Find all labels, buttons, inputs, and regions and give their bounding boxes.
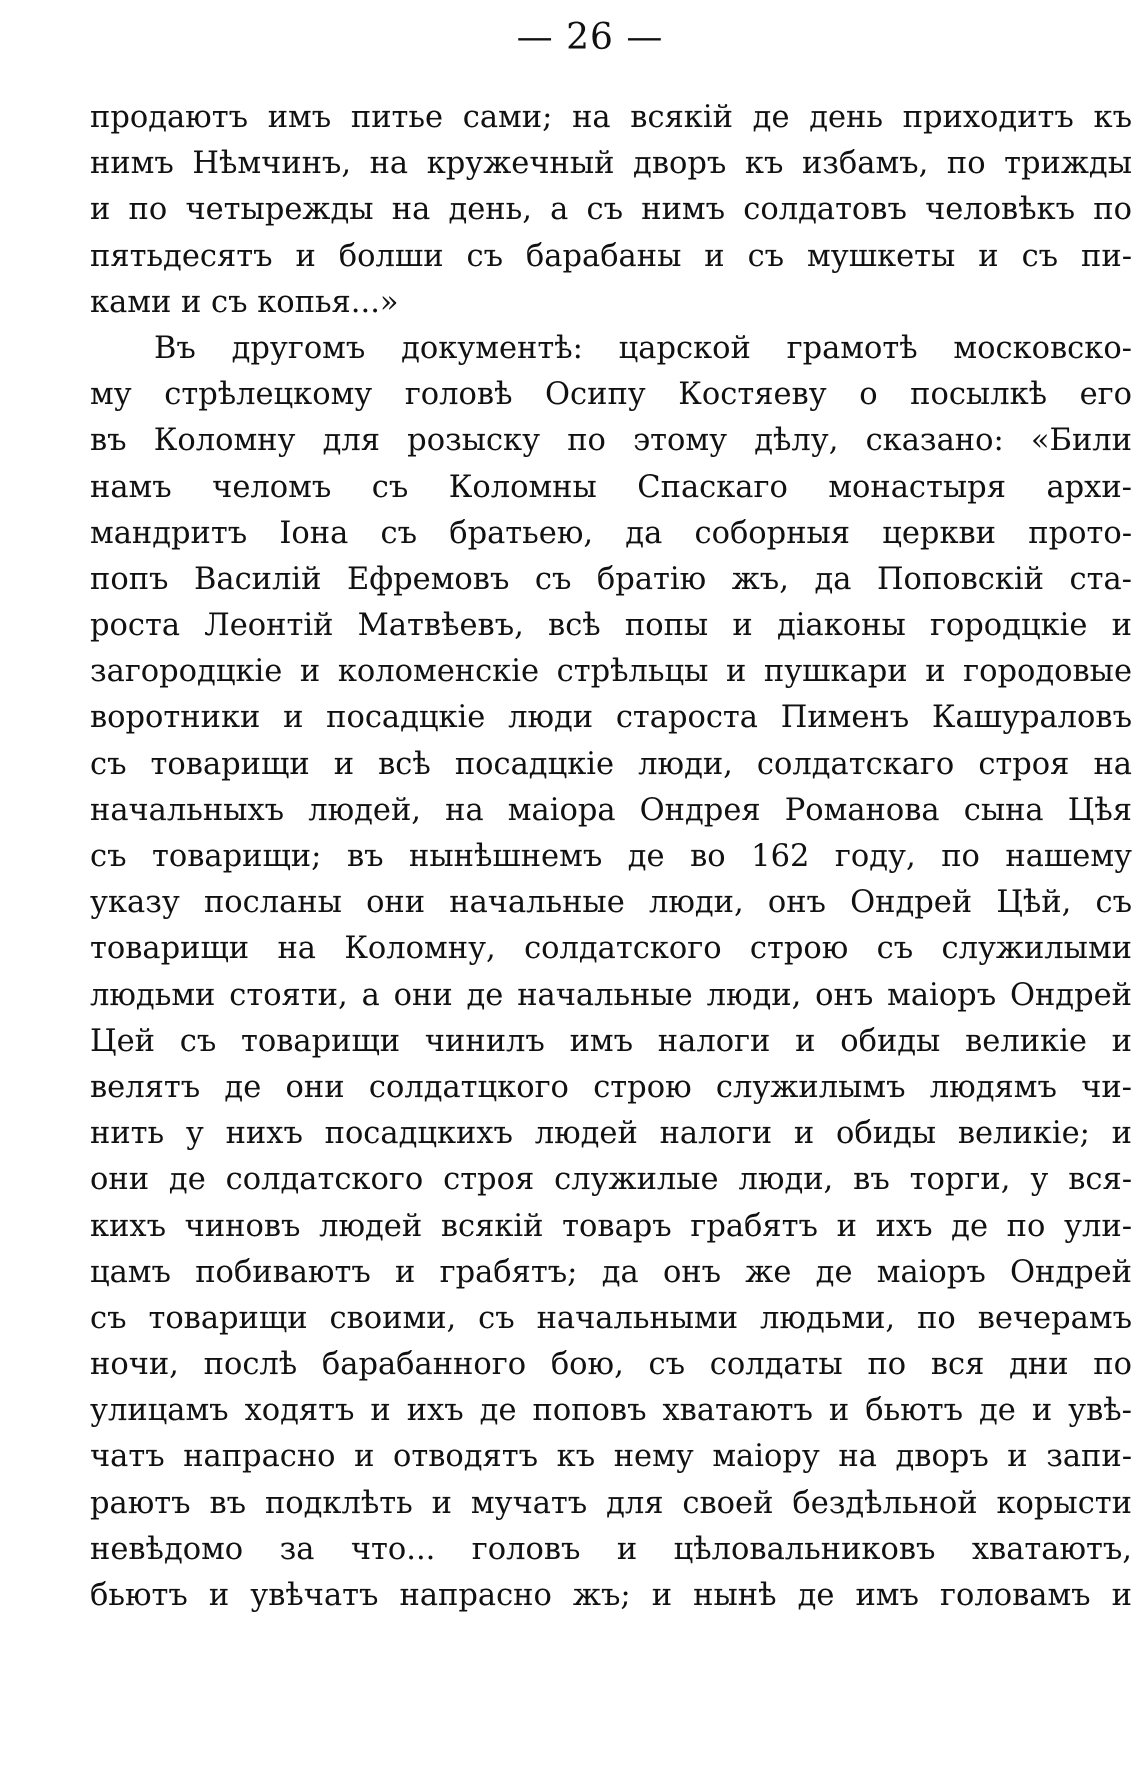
text-line: пятьдесятъ и болши съ барабаны и съ мушкеты и съ пи- xyxy=(90,238,1132,274)
text-line: улицамъ ходятъ и ихъ де поповъ хватаютъ и бьютъ де и увѣ- xyxy=(90,1393,1132,1429)
text-line: бьютъ и увѣчатъ напрасно жъ; и нынѣ де имъ головамъ и xyxy=(90,1578,1132,1613)
text-line: нимъ Нѣмчинъ, на кружечный дворъ къ избамъ, по трижды xyxy=(90,146,1132,182)
text-line: невѣдомо за что... головъ и цѣловальниковъ хватаютъ, xyxy=(90,1531,1132,1567)
text-line: въ Коломну для розыску по этому дѣлу, сказано: «Били xyxy=(90,423,1132,459)
text-line: му стрѣлецкому головѣ Осипу Костяеву о посылкѣ его xyxy=(90,377,1132,413)
text-line: кихъ чиновъ людей всякій товаръ грабятъ и ихъ де по ули- xyxy=(90,1208,1132,1244)
text-line: Въ другомъ документѣ: царской грамотѣ московско- xyxy=(154,330,1132,366)
text-line: людьми стояти, а они де начальные люди, онъ маіоръ Ондрей xyxy=(90,977,1132,1013)
text-line: съ товарищи своими, съ начальными людьми, по вечерамъ xyxy=(90,1300,1132,1336)
text-line: и по четырежды на день, а съ нимъ солдатовъ человѣкъ по xyxy=(90,192,1132,228)
page-number: — 26 — xyxy=(516,17,664,58)
text-line: цамъ побиваютъ и грабятъ; да онъ же де маіоръ Ондрей xyxy=(90,1254,1132,1290)
text-line: воротники и посадцкіе люди староста Пименъ Кашураловъ xyxy=(90,700,1132,736)
text-line: продаютъ имъ питье сами; на всякій де день приходитъ къ xyxy=(90,100,1132,135)
text-line: ночи, послѣ барабанного бою, съ солдаты по вся дни по xyxy=(90,1347,1132,1383)
text-line: чатъ напрасно и отводятъ къ нему маіору на дворъ и запи- xyxy=(90,1439,1132,1475)
text-line: загородцкіе и коломенскіе стрѣльцы и пушкари и городовые xyxy=(90,654,1132,690)
text-line: роста Леонтій Матвѣевъ, всѣ попы и діаконы городцкіе и xyxy=(90,608,1132,644)
text-line: намъ челомъ съ Коломны Спаскаго монастыря архи- xyxy=(90,469,1132,505)
text-line: велятъ де они солдатцкого строю служилымъ людямъ чи- xyxy=(90,1069,1132,1105)
text-line: ками и съ копья...» xyxy=(90,284,399,320)
body-text xyxy=(90,95,1132,1619)
text-line: раютъ въ подклѣть и мучатъ для своей бездѣльной корысти xyxy=(90,1485,1132,1521)
paragraph-1 xyxy=(90,95,1132,326)
text-line: съ товарищи и всѣ посадцкіе люди, солдатскаго строя на xyxy=(90,746,1132,782)
text-line: указу посланы они начальные люди, онъ Ондрей Цѣй, съ xyxy=(90,885,1132,921)
text-line: съ товарищи; въ нынѣшнемъ де во 162 году, по нашему xyxy=(90,839,1132,874)
text-line: мандритъ Іона съ братьею, да соборныя церкви прото- xyxy=(90,515,1132,551)
paragraph-2 xyxy=(90,326,1132,1619)
text-line: начальныхъ людей, на маіора Ондрея Романова сына Цѣя xyxy=(90,792,1132,828)
text-line: товарищи на Коломну, солдатского строю съ служилыми xyxy=(90,931,1132,967)
text-line: они де солдатского строя служилые люди, въ торги, у вся- xyxy=(90,1162,1132,1198)
text-line: попъ Василій Ефремовъ съ братію жъ, да Поповскій ста- xyxy=(90,561,1132,597)
text-line: Цей съ товарищи чинилъ имъ налоги и обиды великіе и xyxy=(90,1023,1132,1059)
text-line: нить у нихъ посадцкихъ людей налоги и обиды великіе; и xyxy=(90,1116,1132,1152)
